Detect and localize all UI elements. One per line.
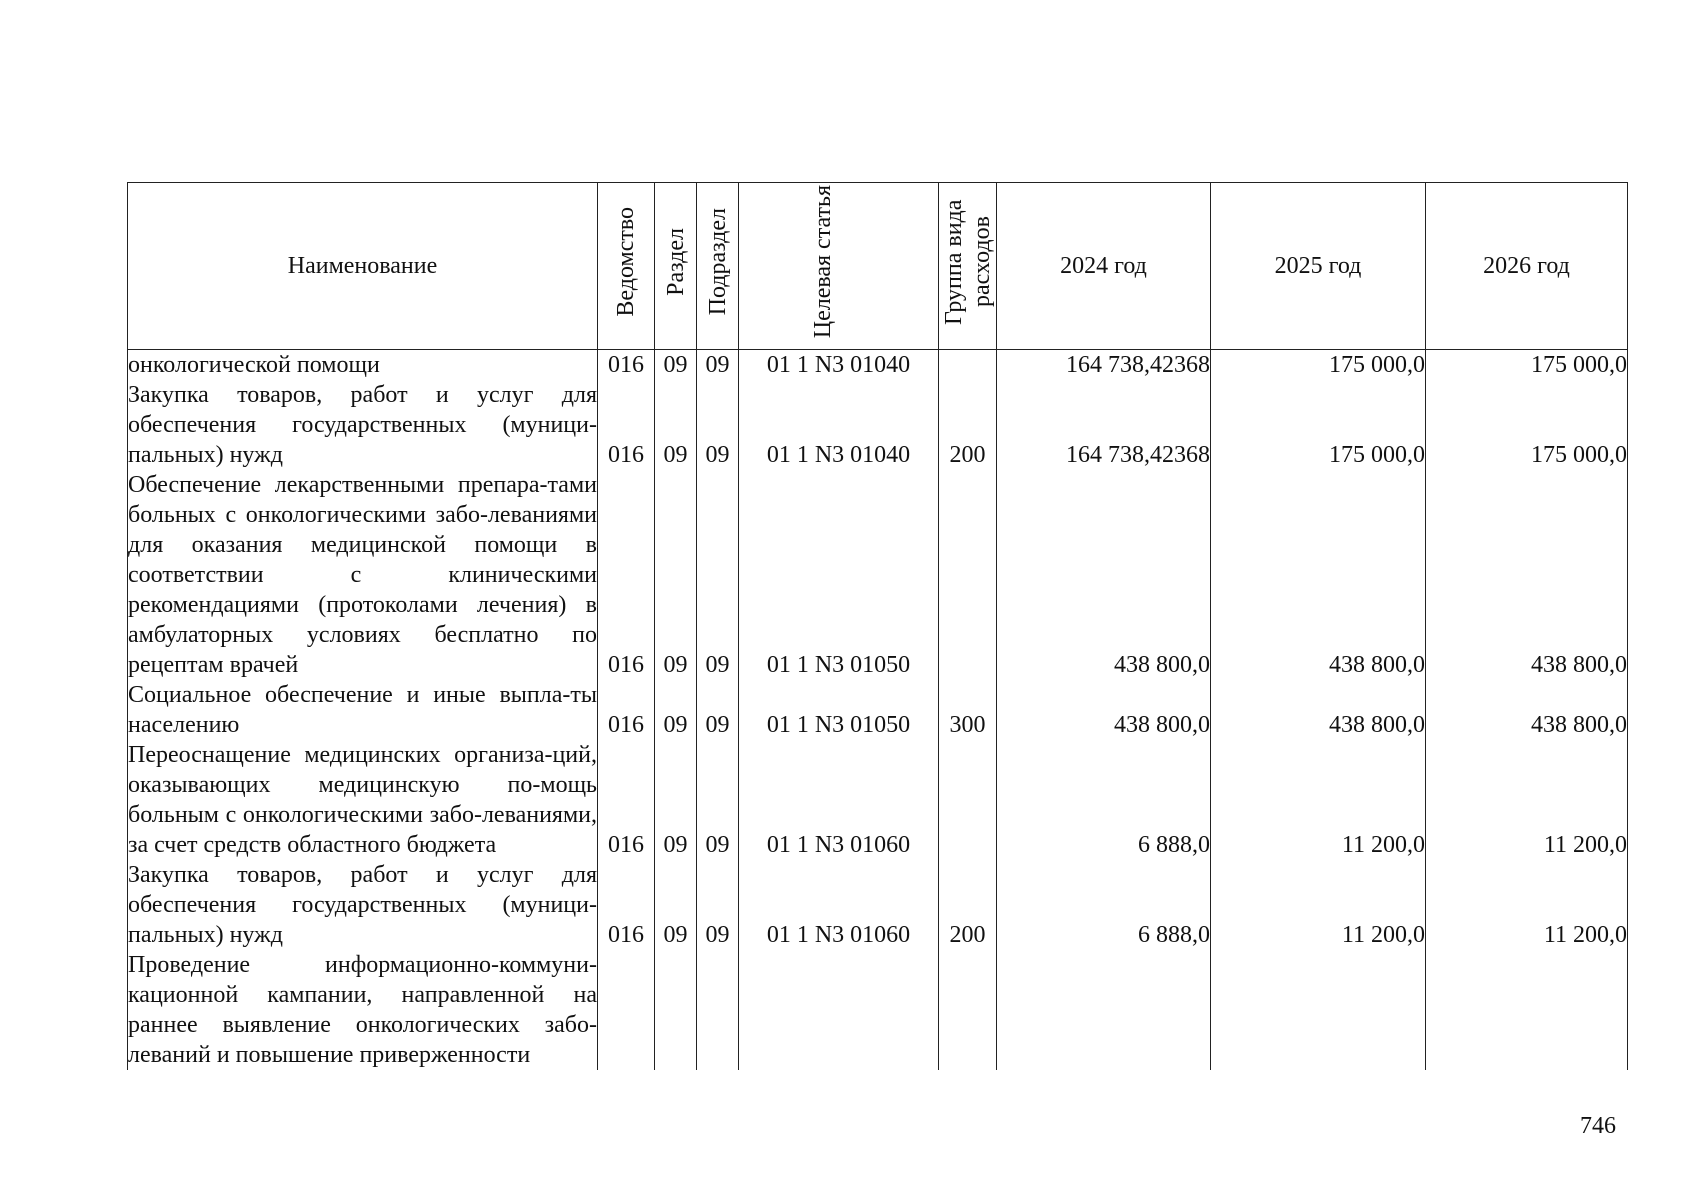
vedomstvo-cell: 016 [598,860,655,950]
amount-2024-cell: 6 888,0 [997,860,1211,950]
podrazdel-cell: 09 [697,470,739,680]
header-name: Наименование [128,183,598,350]
celevaya-statya-cell: 01 1 N3 01050 [739,680,939,740]
table-row [128,950,1628,1070]
razdel-cell: 09 [655,380,697,470]
podrazdel-cell: 09 [697,350,739,381]
name-cell: Закупка товаров, работ и услуг для обеспечения государственных (муници-пальных) нужд [128,382,597,468]
amount-2024-cell: 164 738,42368 [997,350,1211,381]
amount-2026-cell [1426,950,1628,1070]
podrazdel-cell [697,950,739,1070]
table-row [128,350,1628,381]
gruppa-cell [939,740,997,860]
podrazdel-cell: 09 [697,380,739,470]
header-vedomstvo: Ведомство [598,183,655,350]
header-celevaya: Целевая статья [739,183,939,350]
celevaya-statya-cell: 01 1 N3 01040 [739,350,939,381]
vedomstvo-cell: 016 [598,380,655,470]
amount-2025-cell [1211,950,1426,1070]
gruppa-cell: 300 [939,680,997,740]
amount-2025-cell: 438 800,0 [1211,680,1426,740]
header-gruppa: Группа вида расходов [939,183,997,350]
amount-2025-cell: 175 000,0 [1211,350,1426,381]
header-podrazdel: Подраздел [697,183,739,350]
table-row [128,380,1628,470]
amount-2024-cell: 438 800,0 [997,680,1211,740]
vedomstvo-cell: 016 [598,470,655,680]
page-number: 746 [1580,1113,1616,1139]
gruppa-cell [939,470,997,680]
podrazdel-cell: 09 [697,860,739,950]
celevaya-statya-cell: 01 1 N3 01040 [739,380,939,470]
name-cell: Обеспечение лекарственными препара-тами больных с онкологическими забо-леваниями для оказания медицинской помощи в соответствии с клиническими рекомендациями (протоколами лечения) в амбулаторных условиях бесплатно по рецептам врачей [128,472,597,678]
vedomstvo-cell [598,950,655,1070]
amount-2026-cell: 438 800,0 [1426,680,1628,740]
header-2026: 2026 год [1426,183,1628,350]
amount-2025-cell: 11 200,0 [1211,740,1426,860]
gruppa-cell [939,950,997,1070]
gruppa-cell [939,350,997,381]
table-row [128,470,1628,680]
amount-2025-cell: 11 200,0 [1211,860,1426,950]
amount-2025-cell: 175 000,0 [1211,380,1426,470]
vedomstvo-cell: 016 [598,350,655,381]
table-row [128,740,1628,860]
header-2024: 2024 год [997,183,1211,350]
razdel-cell: 09 [655,470,697,680]
name-cell: Социальное обеспечение и иные выпла-ты населению [128,682,597,738]
name-cell: Закупка товаров, работ и услуг для обеспечения государственных (муници-пальных) нужд [128,862,597,948]
razdel-cell: 09 [655,350,697,381]
razdel-cell [655,950,697,1070]
amount-2024-cell: 6 888,0 [997,740,1211,860]
amount-2026-cell: 11 200,0 [1426,740,1628,860]
amount-2024-cell [997,950,1211,1070]
table-row [128,680,1628,740]
budget-table [127,182,1628,1070]
podrazdel-cell: 09 [697,740,739,860]
name-cell: Переоснащение медицинских организа-ций, оказывающих медицинскую по-мощь больным с онкологическими забо-леваниями, за счет средств областного бюджета [128,742,597,858]
razdel-cell: 09 [655,680,697,740]
name-cell: Проведение информационно-коммуни-кационной кампании, направленной на раннее выявление онкологических забо-леваний и повышение приверженности [128,952,597,1068]
gruppa-cell: 200 [939,380,997,470]
razdel-cell: 09 [655,740,697,860]
amount-2024-cell: 438 800,0 [997,470,1211,680]
vedomstvo-cell: 016 [598,680,655,740]
amount-2024-cell: 164 738,42368 [997,380,1211,470]
razdel-cell: 09 [655,860,697,950]
celevaya-statya-cell [739,950,939,1070]
amount-2026-cell: 175 000,0 [1426,350,1628,381]
amount-2026-cell: 438 800,0 [1426,470,1628,680]
vedomstvo-cell: 016 [598,740,655,860]
podrazdel-cell: 09 [697,680,739,740]
table-row [128,860,1628,950]
amount-2026-cell: 175 000,0 [1426,380,1628,470]
celevaya-statya-cell: 01 1 N3 01050 [739,470,939,680]
table-header-row [128,183,1628,350]
gruppa-cell: 200 [939,860,997,950]
celevaya-statya-cell: 01 1 N3 01060 [739,860,939,950]
header-2025: 2025 год [1211,183,1426,350]
amount-2025-cell: 438 800,0 [1211,470,1426,680]
amount-2026-cell: 11 200,0 [1426,860,1628,950]
header-razdel: Раздел [655,183,697,350]
name-cell: онкологической помощи [128,350,598,381]
celevaya-statya-cell: 01 1 N3 01060 [739,740,939,860]
